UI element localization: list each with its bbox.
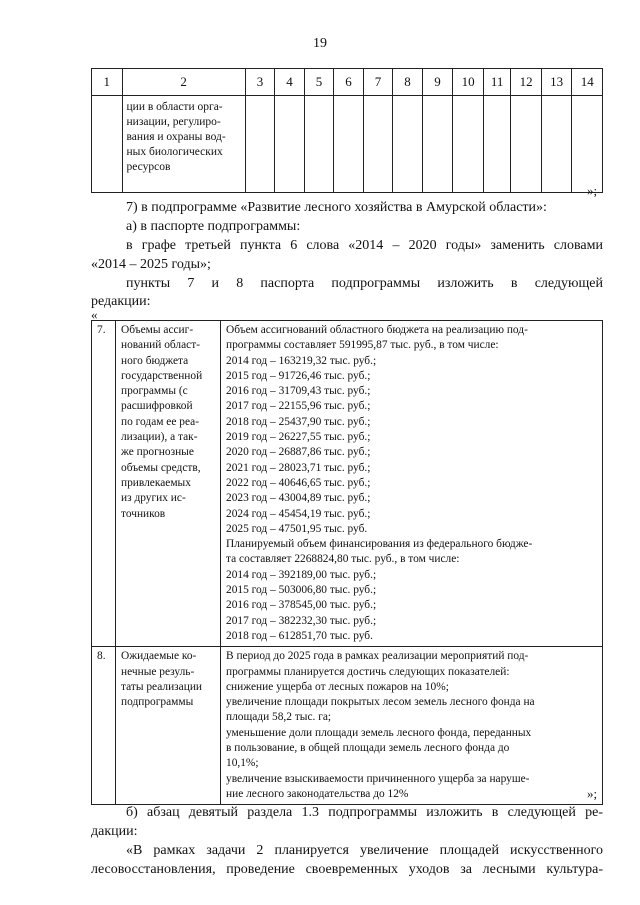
- cell-text-line: ции в области орга-: [126, 101, 223, 113]
- content-line: 2017 год – 22155,96 тыс. руб.;: [226, 400, 371, 413]
- label-line: же прогнозные: [121, 446, 194, 459]
- column-header: 11: [483, 69, 510, 96]
- content-line: 2016 год – 378545,00 тыс. руб.;: [226, 599, 377, 612]
- table-row: [92, 96, 603, 193]
- column-header: 9: [422, 69, 453, 96]
- table-cell: [422, 96, 453, 193]
- table-header-row: [92, 69, 603, 96]
- paragraph-b: б) абзац девятый раздела 1.3 подпрограммы изложить в следующей ре-: [126, 805, 603, 820]
- content-line: 2024 год – 45454,19 тыс. руб.;: [226, 507, 371, 520]
- column-header: 8: [393, 69, 423, 96]
- cell-text-line: ных биологических: [126, 146, 223, 158]
- table-cell: [334, 96, 364, 193]
- column-header: 4: [275, 69, 305, 96]
- row-label: [116, 647, 221, 805]
- paragraph-quote: «В рамках задачи 2 планируется увеличение площадей искусственного: [126, 843, 603, 858]
- label-line: расшифровкой: [121, 400, 193, 413]
- content-line: площади 58,2 тыс. га;: [226, 711, 332, 724]
- column-header: 13: [541, 69, 572, 96]
- table-row: [92, 647, 603, 805]
- paragraph-points-cont: редакции:: [91, 294, 151, 309]
- label-line: точников: [121, 507, 166, 520]
- closing-quote: »;: [587, 786, 598, 801]
- column-header: 6: [334, 69, 364, 96]
- cell-text-line: низации, регулиро-: [126, 116, 221, 128]
- content-line: 2020 год – 26887,86 тыс. руб.;: [226, 446, 371, 459]
- content-line: увеличение площади покрытых лесом земель лесного фонда на: [226, 696, 535, 709]
- label-line: программы (с: [121, 385, 188, 398]
- label-line: объемы средств,: [121, 461, 201, 474]
- table-row: [92, 321, 603, 647]
- label-line: по годам ее реа-: [121, 415, 199, 428]
- column-header: 3: [245, 69, 275, 96]
- row-content: [221, 321, 603, 647]
- content-line: 2016 год – 31709,43 тыс. руб.;: [226, 385, 371, 398]
- content-line: 2017 год – 382232,30 тыс. руб.;: [226, 614, 377, 627]
- label-line: государственной: [121, 369, 203, 382]
- content-line: 2022 год – 40646,65 тыс. руб.;: [226, 476, 371, 489]
- table-cell: [393, 96, 423, 193]
- label-line: нечные резуль-: [121, 665, 195, 678]
- paragraph-b-cont: дакции:: [91, 824, 138, 839]
- content-line: программы планируется достичь следующих показателей:: [226, 665, 510, 678]
- label-line: нований област-: [121, 339, 200, 352]
- content-line: 2015 год – 503006,80 тыс. руб.;: [226, 584, 377, 597]
- table-cell: [453, 96, 484, 193]
- table-cell: [541, 96, 572, 193]
- closing-quote: »;: [587, 183, 598, 198]
- content-line: 2023 год – 43004,89 тыс. руб.;: [226, 492, 371, 505]
- cell-text-line: ресурсов: [126, 161, 171, 173]
- content-line: 2014 год – 392189,00 тыс. руб.;: [226, 568, 377, 581]
- row-content: [221, 647, 603, 805]
- column-header: 10: [453, 69, 484, 96]
- column-header: 1: [92, 69, 123, 96]
- passport-table: [91, 320, 603, 805]
- table-cell: [92, 96, 123, 193]
- paragraph-replace-cont: «2014 – 2025 годы»;: [91, 257, 211, 272]
- row-label: [116, 321, 221, 647]
- column-header: 7: [363, 69, 393, 96]
- content-line: снижение ущерба от лесных пожаров на 10%;: [226, 680, 449, 693]
- content-line: 2014 год – 163219,32 тыс. руб.;: [226, 354, 377, 367]
- column-header: 5: [304, 69, 334, 96]
- column-header: 12: [511, 69, 542, 96]
- content-line: 2021 год – 28023,71 тыс. руб.;: [226, 461, 371, 474]
- row-number: 8.: [92, 647, 116, 805]
- content-line: программы составляет 591995,87 тыс. руб., в том числе:: [226, 339, 499, 352]
- cell-text-line: вания и охраны вод-: [126, 131, 226, 143]
- content-line: 10,1%;: [226, 757, 259, 770]
- content-line: 2025 год – 47501,95 тыс. руб.: [226, 522, 368, 535]
- table-cell: [363, 96, 393, 193]
- label-line: привлекаемых: [121, 476, 191, 489]
- paragraph-points: пункты 7 и 8 паспорта подпрограммы изложить в следующей: [126, 276, 603, 291]
- continuation-text-cell: [122, 96, 245, 193]
- label-line: Ожидаемые ко-: [121, 650, 197, 663]
- table-cell: [245, 96, 275, 193]
- label-line: лизации), а так-: [121, 431, 198, 444]
- label-line: Объемы ассиг-: [121, 324, 194, 336]
- label-line: подпрограммы: [121, 696, 194, 709]
- table-cell: [304, 96, 334, 193]
- page-number: 19: [313, 36, 327, 51]
- continuation-table: [91, 68, 603, 193]
- table-cell: [275, 96, 305, 193]
- content-line: ние лесного законодательства до 12%: [226, 787, 409, 800]
- content-line: 2015 год – 91726,46 тыс. руб.;: [226, 369, 371, 382]
- content-line: в пользование, в общей площади земель лесного фонда до: [226, 742, 510, 755]
- row-number: 7.: [92, 321, 116, 647]
- opening-quote: «: [91, 307, 98, 322]
- content-line: Объем ассигнований областного бюджета на реализацию под-: [226, 324, 528, 336]
- label-line: ного бюджета: [121, 354, 189, 367]
- label-line: таты реализации: [121, 680, 203, 693]
- content-line: уменьшение доли площади земель лесного фонда, переданных: [226, 726, 532, 739]
- table-cell: [511, 96, 542, 193]
- column-header: 14: [572, 69, 603, 96]
- paragraph-replace: в графе третьей пункта 6 слова «2014 – 2020 годы» заменить словами: [126, 238, 603, 253]
- content-line: 2018 год – 25437,90 тыс. руб.;: [226, 415, 371, 428]
- content-line: та составляет 2268824,80 тыс. руб., в том числе:: [226, 553, 460, 566]
- paragraph-7: 7) в подпрограмме «Развитие лесного хозяйства в Амурской области»:: [126, 200, 547, 215]
- paragraph-a: а) в паспорте подпрограммы:: [126, 219, 301, 234]
- content-line: увеличение взыскиваемости причиненного ущерба за наруше-: [226, 772, 530, 785]
- content-line: 2018 год – 612851,70 тыс. руб.: [226, 629, 373, 642]
- paragraph-quote-cont: лесовосстановления, проведение своевременных уходов за лесными культура-: [91, 862, 603, 877]
- column-header: 2: [122, 69, 245, 96]
- label-line: из других ис-: [121, 492, 186, 505]
- table-cell: [572, 96, 603, 193]
- table-cell: [483, 96, 510, 193]
- content-line: В период до 2025 года в рамках реализации мероприятий под-: [226, 650, 529, 663]
- content-line: Планируемый объем финансирования из федерального бюдже-: [226, 538, 533, 551]
- content-line: 2019 год – 26227,55 тыс. руб.;: [226, 431, 371, 444]
